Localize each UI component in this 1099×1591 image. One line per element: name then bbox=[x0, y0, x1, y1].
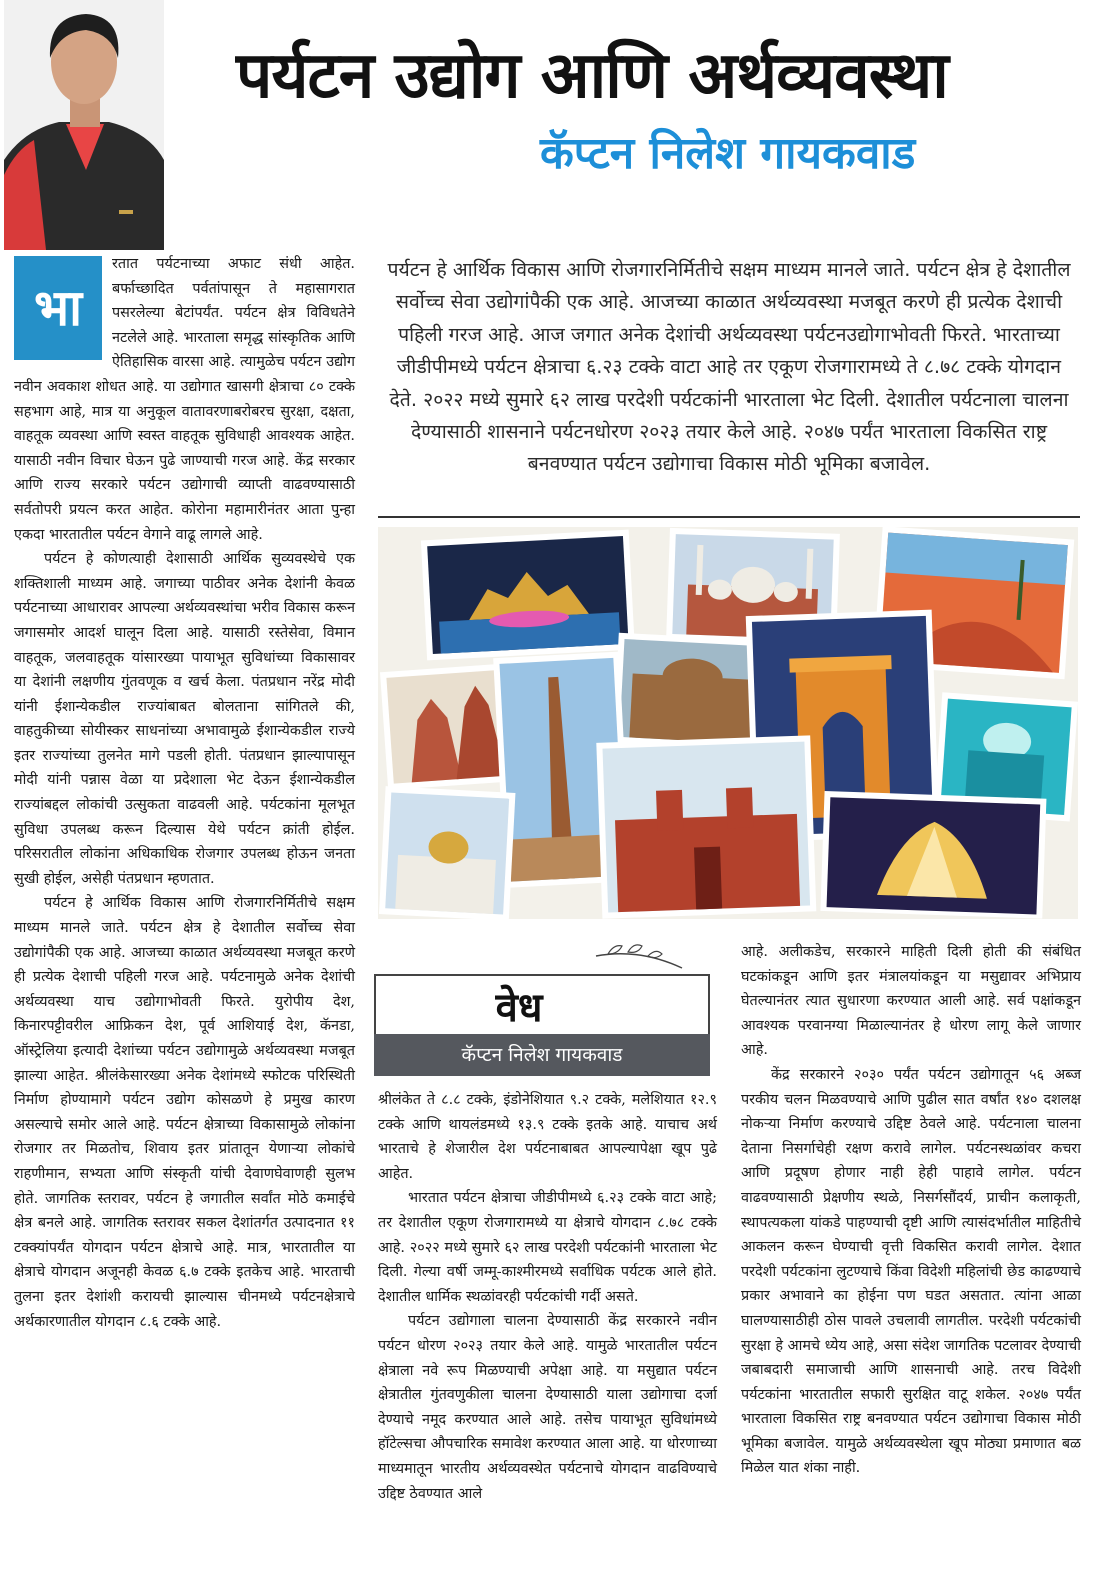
paragraph: आहे. अलीकडेच, सरकारने माहिती दिली होती की संबंधित घटकांकडून आणि इतर मंत्रालयांकडून या मसुद्यावर अभिप्राय घेतल्यानंतर त्यात सुधारणा करण्यात आली आहे. सर्व पक्षांकडून आवश्यक परवानग्या मिळाल्यानंतर हे धोरण लागू केले जाणार आहे. bbox=[741, 944, 1081, 1059]
author-byline: कॅप्टन निलेश गायकवाड bbox=[540, 128, 916, 179]
body-column-middle bbox=[378, 1088, 717, 1506]
dropcap: भा bbox=[14, 256, 102, 360]
author-photo bbox=[4, 0, 164, 250]
column-heading-box bbox=[374, 940, 714, 1082]
headline: पर्यटन उद्योग आणि अर्थव्यवस्था bbox=[236, 39, 948, 113]
divider bbox=[378, 516, 1080, 518]
column-name: वेध bbox=[495, 985, 543, 1031]
paragraph: केंद्र सरकारने २०३० पर्यंत पर्यटन उद्योगातून ५६ अब्ज परकीय चलन मिळवण्याचे आणि पुढील सात वर्षांत १४० दशलक्ष नोकऱ्या निर्माण करण्याचे उद्दिष्ट ठेवले आहे. पर्यटनाला चालना देताना निसर्गाचेही रक्षण करावे लागेल. पर्यटनस्थळांवर कचरा आणि प्रदूषण होणार नाही हेही पाहावे लागेल. पर्यटन वाढवण्यासाठी प्रेक्षणीय स्थळे, निसर्गसौंदर्य, प्राचीन कलाकृती, स्थापत्यकला यांकडे पाहण्याची दृष्टी आणि त्यासंदर्भातील माहितीचे आकलन करून घेण्याची वृत्ती विकसित करावी लागेल. देशात परदेशी पर्यटकांना लुटण्याचे किंवा विदेशी महिलांची छेड काढण्याचे प्रकार अभावाने का होईना पण घडत असतात. त्यांना आळा घालण्यासाठीही ठोस पावले उचलावी लागतील. परदेशी पर्यटकांची सुरक्षा हे आमचे ध्येय आहे, असा संदेश जागतिक पटलावर देण्याची जबाबदारी समाजाची आणि शासनाची आहे. तरच विदेशी पर्यटकांना भारतातील सफारी सुरक्षित वाटू शकेल. २०४७ पर्यंत भारताला विकसित राष्ट्र बनवण्यात पर्यटन उद्योगाचा विकास मोठी भूमिका बजावेल. यामुळे अर्थव्यवस्थेला खूप मोठ्या प्रमाणात बळ मिळेल यात शंका नाही. bbox=[741, 1066, 1081, 1477]
paragraph: पर्यटन उद्योगाला चालना देण्यासाठी केंद्र सरकारने नवीन पर्यटन धोरण २०२३ तयार केले आहे. यामुळे भारतातील पर्यटन क्षेत्राला नवे रूप मिळण्याची अपेक्षा आहे. या मसुद्यात पर्यटन क्षेत्रातील गुंतवणुकीला चालना देण्यासाठी याला उद्योगाचा दर्जा देण्याचे नमूद करण्यात आले आहे. तसेच पायाभूत सुविधांमध्ये हॉटेल्सचा औपचारिक समावेश करण्यात आला आहे. या धोरणाच्या माध्यमातून भारतीय अर्थव्यवस्थेत पर्यटनाचे योगदान वाढविण्याचे उद्दिष्ट ठेवण्यात आले bbox=[378, 1313, 717, 1502]
paragraph: रतात पर्यटनाच्या अफाट संधी आहेत. बर्फाच्छादित पर्वतांपासून ते महासागरात पसरलेल्या बेटांपर्यंत. पर्यटन क्षेत्र विविधतेने नटलेले आहे. भारताला समृद्ध सांस्कृतिक आणि ऐतिहासिक वारसा आहे. त्यामुळेच पर्यटन उद्योग नवीन अवकाश शोधत आहे. या उद्योगात खासगी क्षेत्राचा ८० टक्के सहभाग आहे, मात्र या अनुकूल वातावरणाबरोबरच सुरक्षा, दक्षता, वाहतूक व्यवस्था आणि स्वस्त वाहतूक सुविधाही आवश्यक आहेत. यासाठी नवीन विचार घेऊन पुढे जाण्याची गरज आहे. केंद्र सरकार आणि राज्य सरकारे पर्यटन उद्योगाची व्याप्ती वाढवण्यासाठी सर्वतोपरी प्रयत्न करत आहेत. कोरोना महामारीनंतर आता पुन्हा एकदा भारतातील पर्यटन वेगाने वाढू लागले आहे. bbox=[14, 256, 355, 543]
column-author-bar: कॅप्टन निलेश गायकवाड bbox=[374, 1034, 710, 1076]
paragraph: श्रीलंकेत ते ८.८ टक्के, इंडोनेशियात ९.२ टक्के, मलेशियात १२.९ टक्के आणि थायलंडमध्ये १३.९ टक्के इतके आहे. याचाच अर्थ भारताचे हे शेजारील देश पर्यटनाबाबत आपल्यापेक्षा खूप पुढे आहेत. bbox=[378, 1092, 717, 1182]
body-column-left bbox=[14, 252, 355, 1334]
paragraph: पर्यटन हे आर्थिक विकास आणि रोजगारनिर्मितीचे सक्षम माध्यम मानले जाते. पर्यटन क्षेत्र हे देशातील सर्वोच्च सेवा उद्योगांपैकी एक आहे. आजच्या काळात अर्थव्यवस्था मजबूत करणे ही प्रत्येक देशाची पहिली गरज आहे. पर्यटनामुळे अनेक देशांची अर्थव्यवस्था याच उद्योगाभोवती फिरते. युरोपीय देश, किनारपट्टीवरील आफ्रिकन देश, पूर्व आशियाई देश, कॅनडा, ऑस्ट्रेलिया इत्यादी देशांच्या पर्यटन उद्योगामुळे अर्थव्यवस्था मजबूत झाल्या आहेत. श्रीलंकेसारख्या अनेक देशांमध्ये स्फोटक परिस्थिती निर्माण होण्यामागे पर्यटन उद्योग कोसळणे हे प्रमुख कारण असल्याचे समोर आले आहे. पर्यटन क्षेत्राच्या विकासामुळे लोकांना रोजगार तर मिळतोच, शिवाय इतर प्रांतातून येणाऱ्या लोकांचे राहणीमान, सभ्यता आणि संस्कृती यांची देवाणघेवाणही सुलभ होते. जागतिक स्तरावर, पर्यटन हे जगातील सर्वांत मोठे कमाईचे क्षेत्र बनले आहे. जागतिक स्तरावर सकल देशांतर्गत उत्पादनात ११ टक्क्यांपर्यंत योगदान पर्यटन क्षेत्राचे आहे. मात्र, भारतातील या क्षेत्राचे योगदान अजूनही केवळ ६.७ टक्के इतकेच आहे. भारताची तुलना इतर देशांशी करायची झाल्यास चीनमध्ये पर्यटनक्षेत्राचे अर्थकारणातील योगदान ८.६ टक्के आहे. bbox=[14, 895, 355, 1330]
paragraph: भारतात पर्यटन क्षेत्राचा जीडीपीमध्ये ६.२३ टक्के वाटा आहे; तर देशातील एकूण रोजगारामध्ये या क्षेत्राचे योगदान ८.७८ टक्के आहे. २०२२ मध्ये सुमारे ६२ लाख परदेशी पर्यटकांनी भारताला भेट दिली. गेल्या वर्षी जम्मू-काश्मीरमध्ये सर्वाधिक पर्यटक आले होते. देशातील धार्मिक स्थळांवरही पर्यटकांची गर्दी असते. bbox=[378, 1190, 717, 1305]
body-column-right bbox=[741, 940, 1081, 1481]
monuments-collage bbox=[378, 527, 1078, 919]
standfirst: पर्यटन हे आर्थिक विकास आणि रोजगारनिर्मितीचे सक्षम माध्यम मानले जाते. पर्यटन क्षेत्र हे देशातील सर्वोच्च सेवा उद्योगांपैकी एक आहे. आजच्या काळात अर्थव्यवस्था मजबूत करणे ही प्रत्येक देशाची पहिली गरज आहे. आज जगात अनेक देशांची अर्थव्यवस्था पर्यटनउद्योगाभोवती फिरते. भारताच्या जीडीपीमध्ये पर्यटन क्षेत्राचा ६.२३ टक्के वाटा आहे तर एकूण रोजगारामध्ये ते ८.७८ टक्के योगदान देते. २०२२ मध्ये सुमारे ६२ लाख परदेशी पर्यटकांनी भारताला भेट दिली. देशातील पर्यटनाला चालना देण्यासाठी शासनाने पर्यटनधोरण २०२३ तयार केले आहे. २०४७ पर्यंत भारताला विकसित राष्ट्र बनवण्यात पर्यटन उद्योगाचा विकास मोठी भूमिका बजावेल. bbox=[387, 258, 1071, 476]
paragraph: पर्यटन हे कोणत्याही देशासाठी आर्थिक सुव्यवस्थेचे एक शक्तिशाली माध्यम आहे. जगाच्या पाठीवर अनेक देशांनी केवळ पर्यटनाच्या आधारावर आपल्या अर्थव्यवस्थांचा भरीव विकास करून जगासमोर आदर्श घालून दिला आहे. यासाठी रस्तेसेवा, विमान वाहतूक, जलवाहतूक यांसारख्या पायाभूत सुविधांच्या विकासावर या देशांनी लक्षणीय गुंतवणूक व खर्च केला. पंतप्रधान नरेंद्र मोदी यांनी ईशान्येकडील राज्यांबाबत बोलताना सांगितले की, वाहतुकीच्या सोयीस्कर साधनांच्या अभावामुळे ईशान्येकडील राज्ये इतर राज्यांच्या तुलनेत मागे पडली होती. पंतप्रधान झाल्यापासून मोदी यांनी पन्नास वेळा या प्रदेशाला भेट देऊन ईशान्येकडील राज्यांबद्दल लोकांची उत्सुकता वाढवली आहे. पर्यटकांना मूलभूत सुविधा उपलब्ध करून दिल्यास येथे पर्यटन क्रांती होईल. परिसरातील लोकांना अधिकाधिक रोजगार उपलब्ध होऊन जनता सुखी होईल, असेही पंतप्रधान म्हणतात. bbox=[14, 551, 355, 887]
